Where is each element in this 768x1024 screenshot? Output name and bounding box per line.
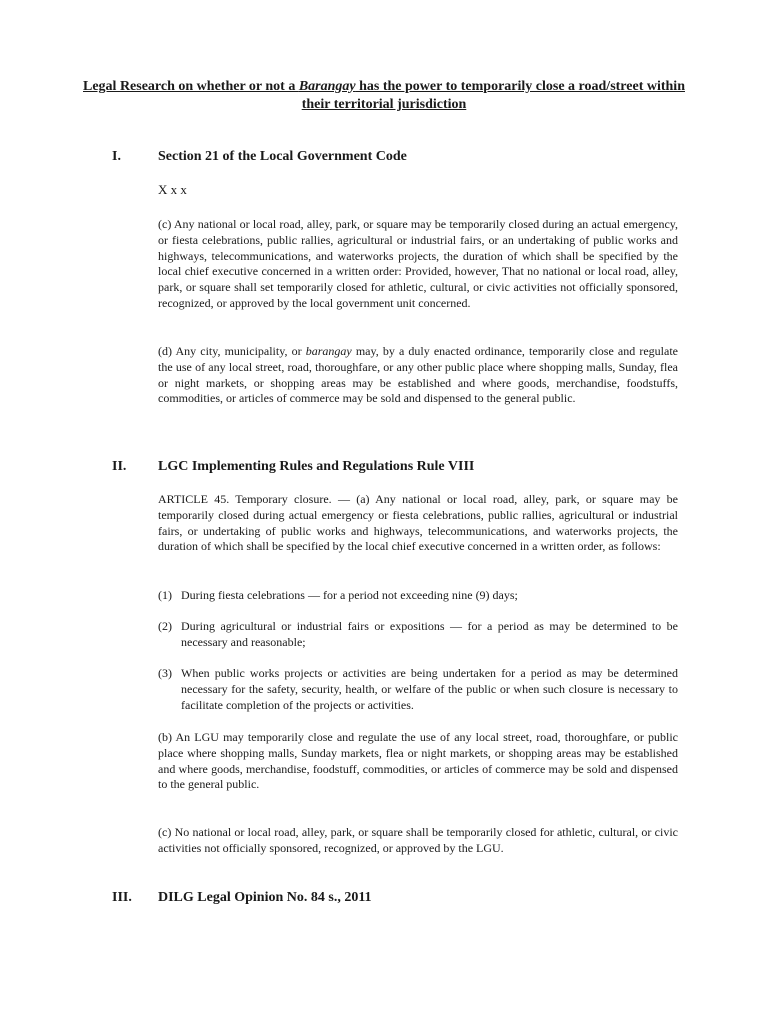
section-1-paragraph-c: (c) Any national or local road, alley, park, or square may be temporarily closed during an actual emergency, or fiesta celebrations, public rallies, agricultural or industrial fairs, or an undertaking of public works and highways, telecommunications, and waterworks projects, the duration of which shall be specified by the local chief executive concerned in a written order: Provided, however, That no national or local road, alley, park, or square shall set temporarily closed for athletic, cultural, or civic activities not officially sponsored, recognized, or approved by the local government unit concerned. bbox=[158, 217, 678, 310]
section-2-paragraph-c: (c) No national or local road, alley, park, or square shall be temporarily closed for athletic, cultural, or civic activities not officially sponsored, recognized, or approved by the LGU. bbox=[158, 825, 678, 855]
list-item-1-number: (1) bbox=[158, 588, 172, 602]
section-1-xxx: X x x bbox=[158, 182, 187, 197]
section-3-heading: DILG Legal Opinion No. 84 s., 2011 bbox=[158, 890, 372, 905]
list-item-1-text: During fiesta celebrations — for a period not exceeding nine (9) days; bbox=[181, 588, 518, 602]
section-2-numeral: II. bbox=[112, 459, 127, 474]
section-3-numeral: III. bbox=[112, 890, 132, 905]
list-item-3 bbox=[158, 666, 678, 713]
section-2-heading: LGC Implementing Rules and Regulations Rule VIII bbox=[158, 459, 475, 474]
section-1-heading: Section 21 of the Local Government Code bbox=[158, 149, 407, 164]
section-1-paragraph-d bbox=[158, 344, 678, 407]
list-item-2-text: During agricultural or industrial fairs or expositions — for a period as may be determined to be necessary and reasonable; bbox=[181, 619, 678, 649]
para-d-text-1: (d) Any city, municipality, or bbox=[158, 344, 306, 358]
document-title bbox=[70, 78, 698, 114]
list-item-1 bbox=[158, 588, 678, 604]
list-item-2-number: (2) bbox=[158, 619, 172, 633]
para-d-text-2: may, by a duly enacted ordinance, temporarily close and regulate the use of any local street, road, thoroughfare, or any other public place where shopping malls, Sunday, flea or night markets, or shopping areas may be established and where goods, merchandise, foodstuffs, commodities, or articles of commerce may be sold and dispensed to the general public. bbox=[158, 344, 679, 406]
title-text-1: Legal Research on whether or not a bbox=[83, 79, 299, 94]
section-1-numeral: I. bbox=[112, 149, 121, 164]
article-45-paragraph: ARTICLE 45. Temporary closure. — (a) Any national or local road, alley, park, or square may be temporarily closed during actual emergency or fiesta celebrations, public rallies, agricultural or industrial fairs, or undertaking of public works and highways, telecommunications, and waterworks projects, the duration of which shall be specified by the local chief executive concerned in a written order, as follows: bbox=[158, 492, 678, 554]
title-italic-word: Barangay bbox=[298, 79, 356, 94]
list-item-3-number: (3) bbox=[158, 666, 172, 680]
list-item-3-text: When public works projects or activities are being undertaken for a period as may be determined necessary for the safety, security, health, or welfare of the public or when such closure is necessary to facilitate completion of the projects or activities. bbox=[181, 666, 678, 712]
title-text-2: has the power to temporarily close a road/street within their territorial jurisdiction bbox=[301, 79, 685, 112]
list-item-2 bbox=[158, 619, 678, 651]
section-2-paragraph-b: (b) An LGU may temporarily close and regulate the use of any local street, road, thoroughfare, or public place where shopping malls, Sunday markets, flea or night markets, or shopping areas may be established and where goods, merchandise, foodstuff, commodities, or articles of commerce may be sold and dispensed to the general public. bbox=[158, 730, 678, 792]
para-d-italic-word: barangay bbox=[305, 344, 352, 358]
